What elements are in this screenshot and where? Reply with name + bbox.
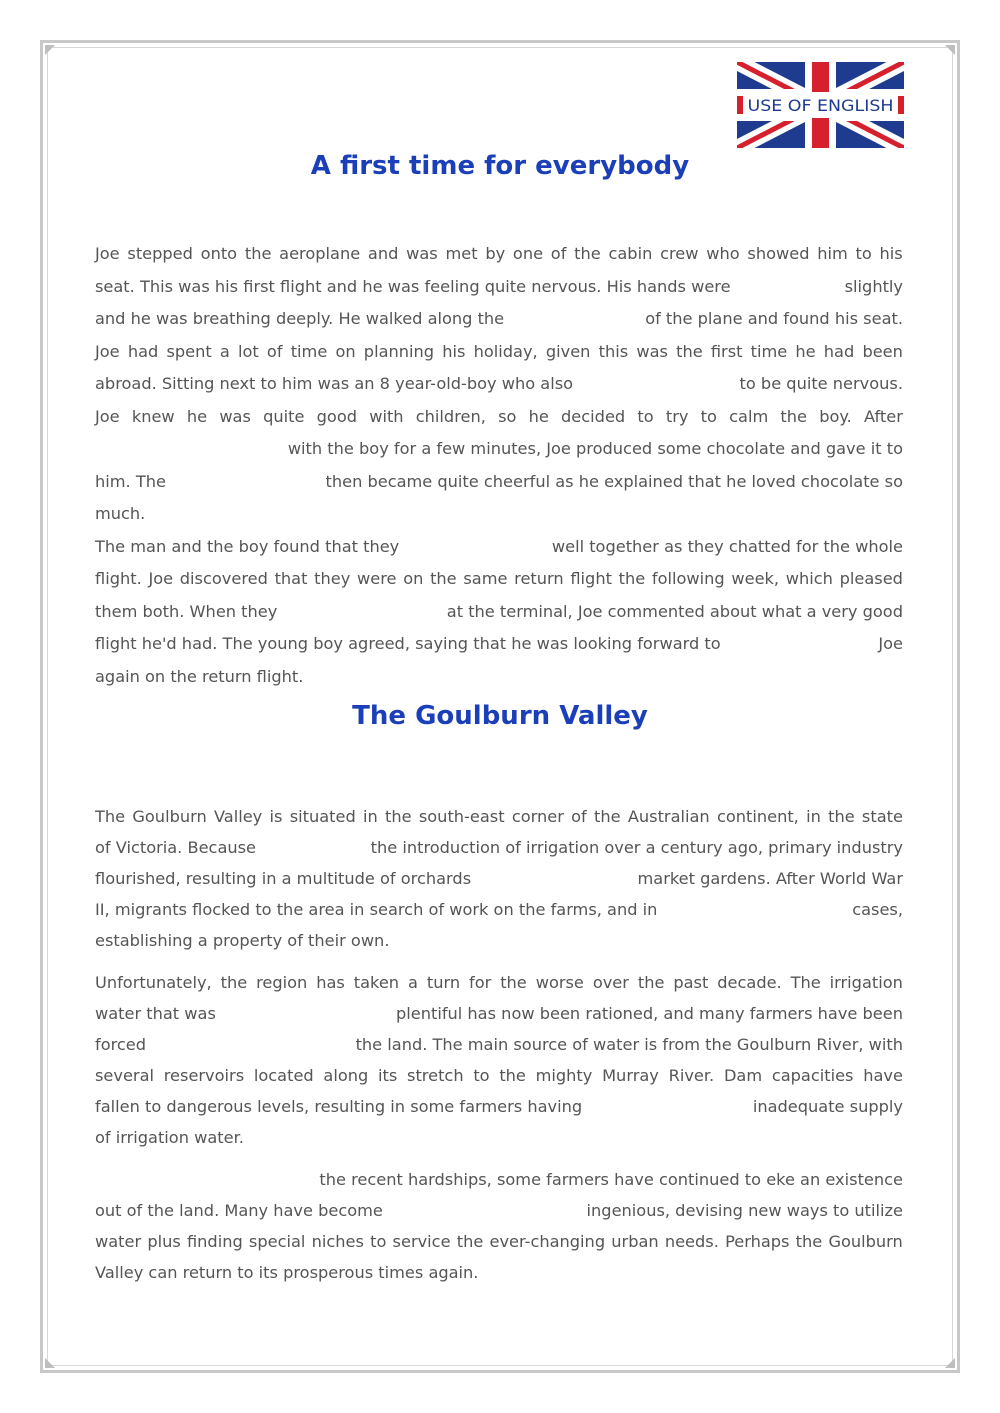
word: has (316, 973, 345, 992)
word: worse (535, 973, 584, 992)
text-line (95, 466, 903, 499)
word: Joe (95, 341, 120, 361)
text-before-blank: abroad. Sitting next to him was an 8 year-old-boy who also (95, 374, 574, 393)
word: along (323, 1066, 369, 1085)
word: on (403, 569, 424, 588)
word: to (473, 1066, 490, 1085)
word: niches (311, 1232, 364, 1251)
word: return (514, 569, 564, 588)
word: who (706, 244, 740, 263)
section-title: The Goulburn Valley (352, 701, 648, 731)
text-line: much. (95, 504, 146, 523)
word: the (574, 244, 601, 263)
word: Joe (95, 244, 120, 263)
word: the (676, 341, 703, 361)
word: in (806, 807, 821, 826)
word: planning (363, 341, 435, 361)
text-line: Valley can return to its prosperous times again. (95, 1263, 479, 1282)
word: time (750, 341, 788, 361)
word: had (127, 341, 159, 361)
word: flight (570, 569, 612, 588)
word: Murray (602, 1066, 659, 1085)
word: pleased (839, 569, 903, 588)
text-after-blank: the introduction of irrigation over a century ago, primary industry (370, 838, 903, 857)
text-before-blank: and he was breathing deeply. He walked along the (95, 309, 505, 328)
word: of (571, 807, 587, 826)
word: decade. (717, 973, 782, 992)
word: Valley (213, 807, 263, 826)
word: water (95, 1232, 142, 1251)
word: crew (660, 244, 699, 263)
word: Perhaps (725, 1232, 790, 1251)
text-line (95, 531, 903, 564)
text-after-blank: to be quite nervous. (739, 374, 903, 393)
word: stretch (407, 1066, 464, 1085)
word: were (357, 569, 397, 588)
text-line (95, 967, 903, 998)
text-after-blank: cases, (852, 900, 903, 919)
text-after-blank: slightly (844, 276, 903, 296)
text-line (95, 1164, 903, 1195)
word: is (269, 807, 283, 826)
text-after-blank: then became quite cheerful as he explained that he loved chocolate so (325, 471, 903, 491)
text-after-blank: market gardens. After World War (637, 869, 903, 888)
word: met (445, 244, 478, 263)
text-line (95, 1226, 903, 1257)
word: reservoirs (163, 1066, 245, 1085)
text-after-blank: with the boy for a few minutes, Joe produced some chocolate and gave it to (287, 439, 903, 458)
text-line: of irrigation water. (95, 1128, 244, 1147)
word: mighty (535, 1066, 593, 1085)
text-line (95, 596, 903, 629)
text-line (95, 998, 903, 1029)
word: been (862, 341, 903, 361)
word: of (266, 341, 283, 361)
text-before-blank: The man and the boy found that they (95, 536, 400, 556)
word: turn (426, 973, 461, 992)
word: first (710, 341, 743, 361)
word: located (253, 1066, 314, 1085)
word: which (785, 569, 833, 588)
word: he (186, 406, 208, 426)
word: After (864, 406, 903, 426)
word: quite (263, 406, 305, 426)
text-line (95, 401, 903, 434)
word: Joe (95, 406, 120, 426)
word: situated (289, 807, 356, 826)
word: knew (131, 406, 175, 426)
word: the (456, 1232, 484, 1251)
word: Australian (627, 807, 710, 826)
text-line (95, 628, 903, 661)
word: holiday, (473, 341, 538, 361)
word: the (593, 807, 621, 826)
word: and (367, 244, 399, 263)
word: The (95, 807, 126, 826)
word: flight. (95, 569, 142, 588)
text-paragraph (95, 967, 903, 1153)
word: on (335, 341, 356, 361)
word: urban (611, 1232, 659, 1251)
text-line (95, 894, 903, 925)
word: the (795, 1232, 823, 1251)
text-line (95, 238, 903, 271)
word: stepped (127, 244, 193, 263)
word: boy. (819, 406, 852, 426)
word: plus (147, 1232, 181, 1251)
text-line (95, 1029, 903, 1060)
word: this (598, 341, 629, 361)
story-paragraph (95, 238, 903, 693)
word: him (817, 244, 848, 263)
word: over (592, 973, 629, 992)
word: same (463, 569, 508, 588)
word: ever-changing (489, 1232, 606, 1251)
word: lot (238, 341, 259, 361)
word: for (469, 973, 492, 992)
text-paragraph (95, 801, 903, 956)
word: the (244, 244, 272, 263)
text-paragraph (95, 1164, 903, 1288)
text-before-blank: out of the land. Many have become (95, 1201, 383, 1220)
word: following (651, 569, 725, 588)
word: week, (731, 569, 780, 588)
text-before-blank: of Victoria. Because (95, 838, 257, 857)
text-line (95, 303, 903, 336)
text-before-blank: flight he'd had. The young boy agreed, saying that he was looking forward to (95, 634, 721, 653)
word: they (314, 569, 351, 588)
text-after-blank: the land. The main source of water is from the Goulburn River, with (355, 1035, 903, 1054)
text-before-blank: flourished, resulting in a multitude of orchards (95, 869, 472, 888)
word: Unfortunately, (95, 973, 212, 992)
word: onto (200, 244, 238, 263)
text-after-blank: the recent hardships, some farmers have continued to eke an existence (319, 1170, 903, 1189)
word: in (363, 807, 378, 826)
word: calm (729, 406, 769, 426)
text-line: establishing a property of their own. (95, 931, 390, 950)
text-line (95, 1195, 903, 1226)
word: one (512, 244, 544, 263)
text-line (95, 832, 903, 863)
word: given (545, 341, 591, 361)
word: Dam (723, 1066, 763, 1085)
word: have (863, 1066, 903, 1085)
word: aeroplane (279, 244, 361, 263)
word: time (290, 341, 328, 361)
word: cabin (608, 244, 653, 263)
word: several (95, 1066, 155, 1085)
text-line (95, 1060, 903, 1091)
word: showed (747, 244, 810, 263)
word: River. (668, 1066, 715, 1085)
word: to (637, 406, 654, 426)
text-before-blank: fallen to dangerous levels, resulting in some farmers having (95, 1097, 583, 1116)
word: finding (186, 1232, 243, 1251)
word: to (855, 244, 872, 263)
word: decided (561, 406, 626, 426)
word: he (795, 341, 816, 361)
text-before-blank: water that was (95, 1004, 216, 1023)
text-line (95, 433, 903, 466)
word: irrigation (829, 973, 903, 992)
word: The (790, 973, 821, 992)
text-line (95, 563, 903, 596)
word: so (498, 406, 517, 426)
word: Joe (148, 569, 174, 588)
word: special (248, 1232, 306, 1251)
word: his (442, 341, 466, 361)
text-before-blank: them both. When they (95, 601, 278, 621)
text-line (95, 336, 903, 369)
word: by (485, 244, 506, 263)
word: had (823, 341, 855, 361)
union-jack-flag-icon (737, 62, 904, 148)
text-before-blank: seat. This was his first flight and he was feeling quite nervous. His hands were (95, 276, 731, 296)
word: discovered (179, 569, 268, 588)
word: the (430, 569, 457, 588)
corner-ornament-icon (45, 1358, 55, 1368)
word: service (392, 1232, 451, 1251)
word: Goulburn (828, 1232, 903, 1251)
word: to (700, 406, 717, 426)
word: past (673, 973, 709, 992)
word: good (316, 406, 358, 426)
word: region (256, 973, 308, 992)
word: children, (415, 406, 486, 426)
word: a (219, 341, 230, 361)
word: taken (353, 973, 400, 992)
word: the (499, 1066, 526, 1085)
text-before-blank: him. The (95, 471, 166, 491)
word: the (385, 807, 412, 826)
word: was (406, 244, 438, 263)
word: that (274, 569, 308, 588)
text-before-blank: forced (95, 1035, 147, 1054)
word: spent (166, 341, 212, 361)
word: was (219, 406, 251, 426)
text-after-blank: inadequate supply (752, 1097, 903, 1116)
word: was (636, 341, 668, 361)
word: south-east (418, 807, 505, 826)
word: of (550, 244, 567, 263)
word: the (220, 973, 248, 992)
text-line: again on the return flight. (95, 666, 304, 686)
word: to (370, 1232, 387, 1251)
corner-ornament-icon (45, 45, 55, 55)
text-after-blank: of the plane and found his seat. (645, 309, 903, 328)
corner-ornament-icon (945, 1358, 955, 1368)
word: corner (511, 807, 564, 826)
badge-label: USE OF ENGLISH (747, 96, 894, 115)
text-after-blank: at the terminal, Joe commented about what a very good (446, 601, 903, 621)
word: try (665, 406, 689, 426)
word: the (780, 406, 807, 426)
word: a (408, 973, 418, 992)
text-line (95, 368, 903, 401)
word: with (369, 406, 404, 426)
word: the (618, 569, 646, 588)
word: needs. (664, 1232, 719, 1251)
text-after-blank: well together as they chatted for the whole (551, 536, 903, 556)
corner-ornament-icon (945, 45, 955, 55)
text-line (95, 271, 903, 304)
text-before-blank: II, migrants flocked to the area in search of work on the farms, and in (95, 900, 658, 919)
word: his (879, 244, 903, 263)
word: capacities (771, 1066, 854, 1085)
text-after-blank: ingenious, devising new ways to utilize (586, 1201, 903, 1220)
word: its (378, 1066, 398, 1085)
word: state (861, 807, 903, 826)
text-after-blank: plentiful has now been rationed, and many farmers have been (395, 1004, 903, 1023)
word: the (637, 973, 665, 992)
text-line (95, 863, 903, 894)
section-title: A first time for everybody (310, 151, 690, 181)
word: he (528, 406, 549, 426)
word: the (500, 973, 527, 992)
text-line (95, 801, 903, 832)
word: continent, (716, 807, 799, 826)
word: Goulburn (132, 807, 207, 826)
text-after-blank: Joe (878, 634, 903, 653)
word: the (828, 807, 855, 826)
text-line (95, 1091, 903, 1122)
